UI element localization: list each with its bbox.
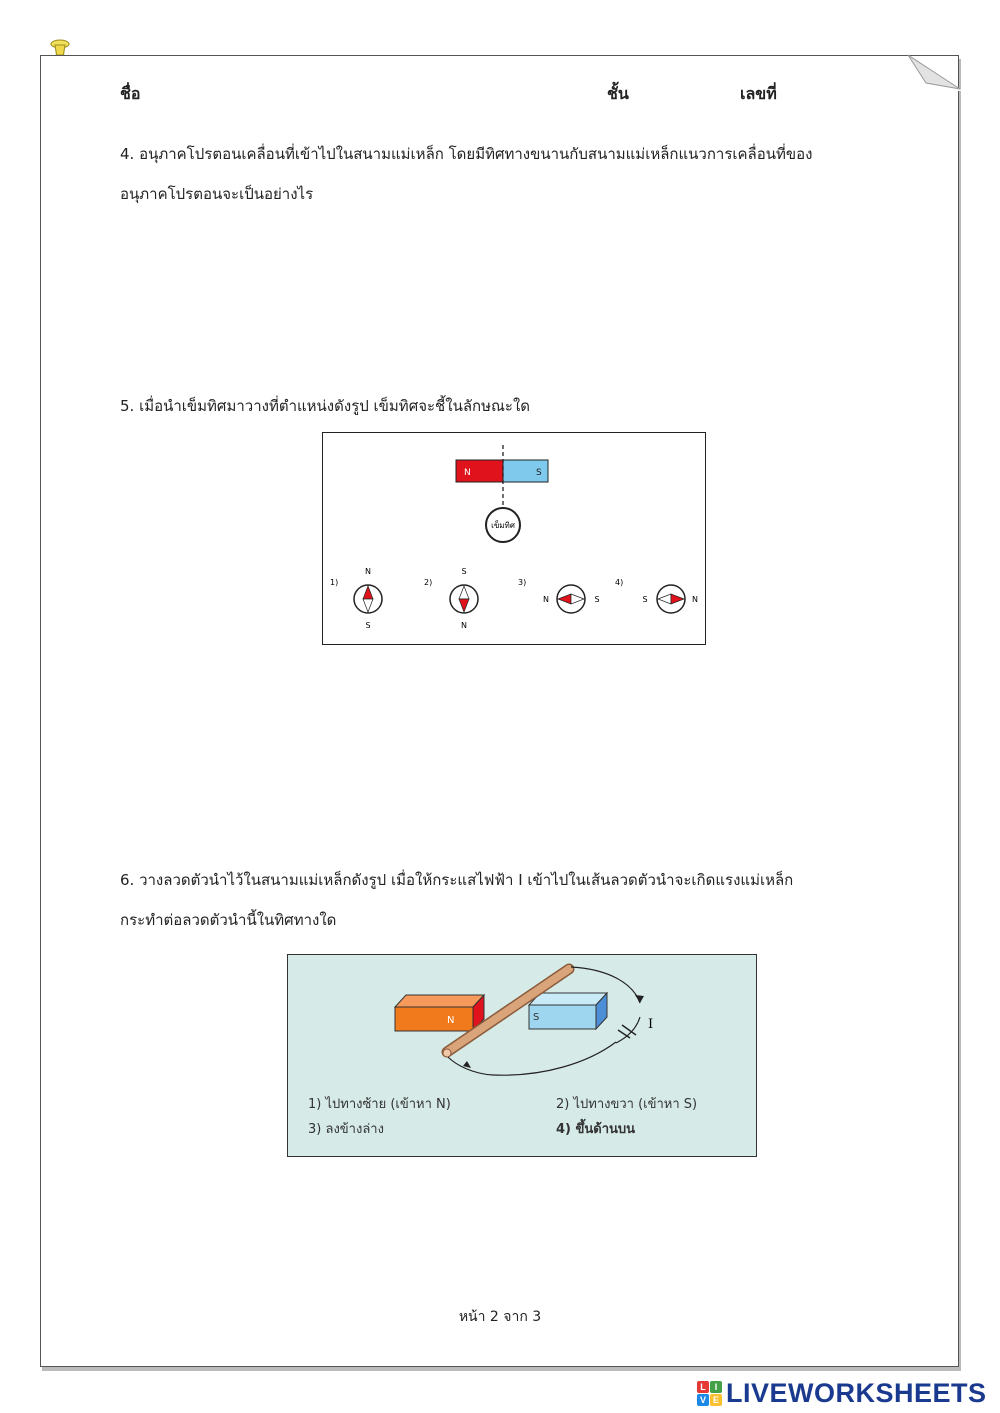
- wire-figure: [287, 954, 757, 1157]
- wire-option-4: 4) ขึ้นด้านบน: [556, 1122, 636, 1137]
- logo-text: LIVEWORKSHEETS: [726, 1377, 987, 1408]
- question-5-text: 5. เมื่อนำเข็มทิศมาวางที่ตำแหน่งดังรูป เข็มทิศจะชี้ในลักษณะใด: [120, 397, 531, 415]
- n-magnet-top: [395, 995, 484, 1007]
- logo-tiles-icon: L I V E: [697, 1381, 722, 1406]
- option-4-right: N: [692, 595, 698, 604]
- question-4-line-1: 4. อนุภาคโปรตอนเคลื่อนที่เข้าไปในสนามแม่เหล็ก โดยมีทิศทางขนานกับสนามแม่เหล็กแนวการเคลื่อนที่ของ: [120, 145, 813, 163]
- current-arrow-lower-icon: [463, 1061, 471, 1068]
- option-2-bottom: N: [461, 621, 467, 630]
- option-3-left: N: [543, 595, 549, 604]
- page-corner-fold: [908, 53, 962, 91]
- class-label: ชั้น: [607, 84, 629, 103]
- worksheet-page: [40, 55, 959, 1367]
- option-1-number: 1): [330, 578, 339, 587]
- circuit-lower-wire: [448, 1042, 616, 1075]
- option-3-right: S: [594, 595, 600, 604]
- option-2-top: S: [461, 567, 467, 576]
- current-label: I: [648, 1017, 654, 1032]
- wire-option-1: 1) ไปทางซ้าย (เข้าหา N): [308, 1097, 451, 1112]
- option-4-left: S: [642, 595, 648, 604]
- wire-option-3: 3) ลงข้างล่าง: [308, 1122, 384, 1137]
- option-3-number: 3): [518, 578, 527, 587]
- option-2-number: 2): [424, 578, 433, 587]
- compass-label: เข็มทิศ: [491, 521, 515, 530]
- question-6-line-2: กระทำต่อลวดตัวนำนี้ในทิศทางใด: [120, 911, 337, 929]
- compass-figure: [322, 432, 706, 645]
- magnet-n-label: N: [464, 468, 471, 478]
- s-magnet-label: S: [533, 1012, 540, 1023]
- wire-option-2: 2) ไปทางขวา (เข้าหา S): [556, 1097, 698, 1112]
- question-4-line-2: อนุภาคโปรตอนจะเป็นอย่างไร: [120, 185, 314, 203]
- magnet-s-label: S: [536, 468, 542, 478]
- page-number: หน้า 2 จาก 3: [458, 1309, 542, 1325]
- option-1-top: N: [365, 567, 371, 576]
- option-4-number: 4): [615, 578, 624, 587]
- number-label: เลขที่: [740, 84, 777, 103]
- question-6-line-1: 6. วางลวดตัวนำไว้ในสนามแม่เหล็กดังรูป เมื่อให้กระแสไฟฟ้า I เข้าไปในเส้นลวดตัวนำจะเกิดแรงแม่เหล็ก: [120, 871, 794, 889]
- option-1-bottom: S: [365, 621, 371, 630]
- battery-plate-1: [618, 1030, 630, 1038]
- name-label: ชื่อ: [120, 84, 141, 103]
- n-magnet-front: [395, 1007, 473, 1031]
- liveworksheets-logo: [697, 1377, 987, 1409]
- current-arrow-icon: [635, 995, 644, 1003]
- n-magnet-label: N: [447, 1015, 455, 1026]
